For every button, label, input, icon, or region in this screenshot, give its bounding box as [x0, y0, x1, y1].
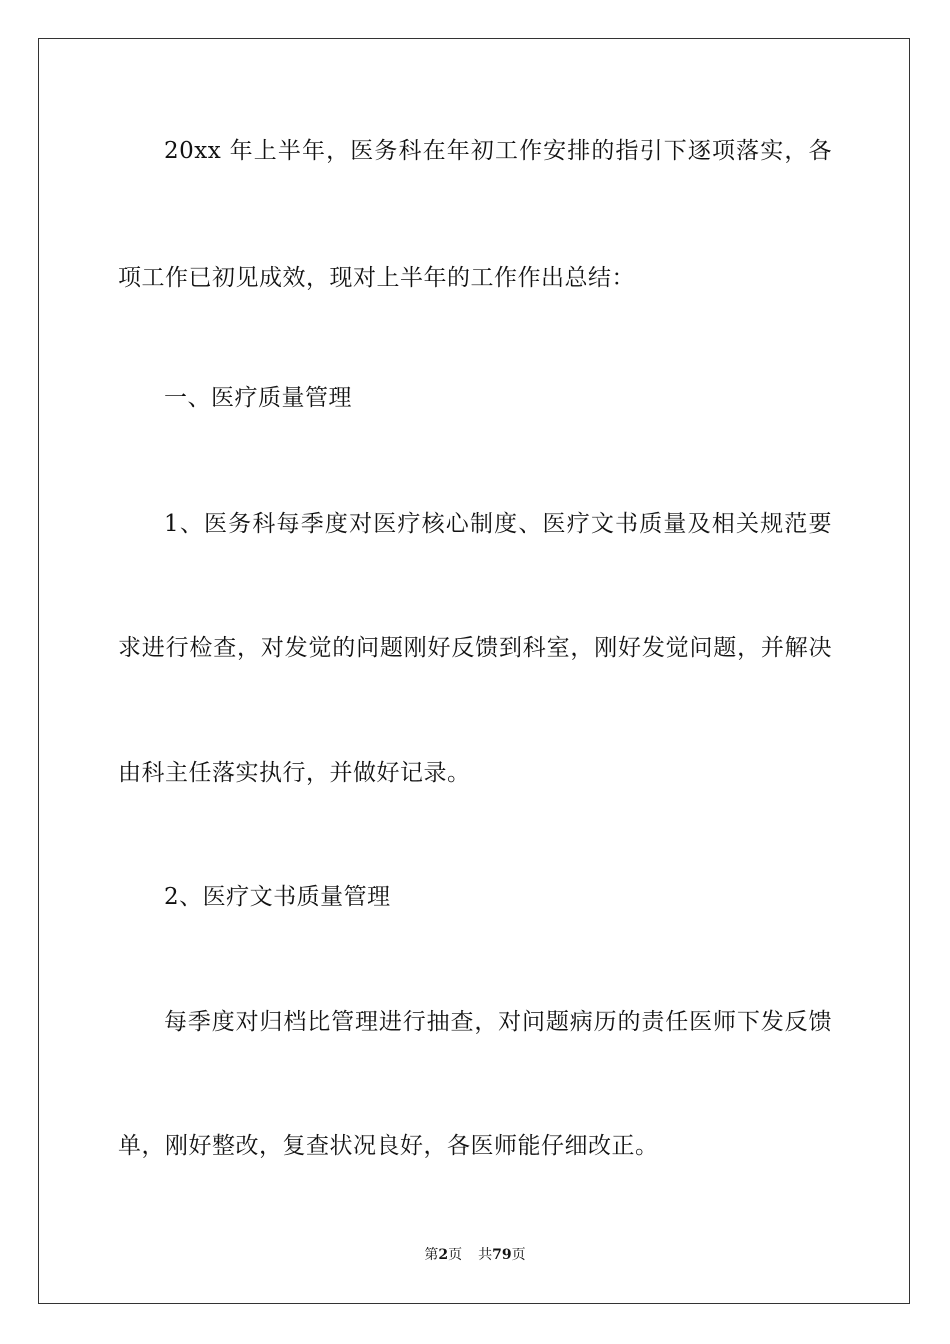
page-footer: [0, 1246, 950, 1264]
section-heading: 一、医疗质量管理: [164, 385, 352, 411]
page-suffix: 页: [448, 1247, 463, 1263]
subsection-heading: 2、医疗文书质量管理: [164, 884, 391, 910]
paragraph-line: 由科主任落实执行，并做好记录。: [118, 760, 471, 786]
paragraph-line: 20xx 年上半年，医务科在年初工作安排的指引下逐项落实，各: [164, 138, 832, 164]
paragraph-line: 项工作已初见成效，现对上半年的工作作出总结：: [118, 265, 635, 291]
paragraph-line: 单，刚好整改，复查状况良好，各医师能仔细改正。: [118, 1133, 659, 1159]
total-pages: 79: [492, 1247, 512, 1263]
page-number: 2: [438, 1247, 449, 1263]
total-suffix: 页: [511, 1247, 526, 1263]
paragraph-line: 求进行检查，对发觉的问题刚好反馈到科室，刚好发觉问题，并解决: [118, 635, 832, 661]
total-prefix: 共: [478, 1247, 493, 1263]
paragraph-line: 1、医务科每季度对医疗核心制度、医疗文书质量及相关规范要: [164, 511, 832, 537]
page-border: [38, 38, 910, 1304]
paragraph-line: 每季度对归档比管理进行抽查，对问题病历的责任医师下发反馈: [164, 1009, 832, 1035]
page-prefix: 第: [424, 1247, 439, 1263]
